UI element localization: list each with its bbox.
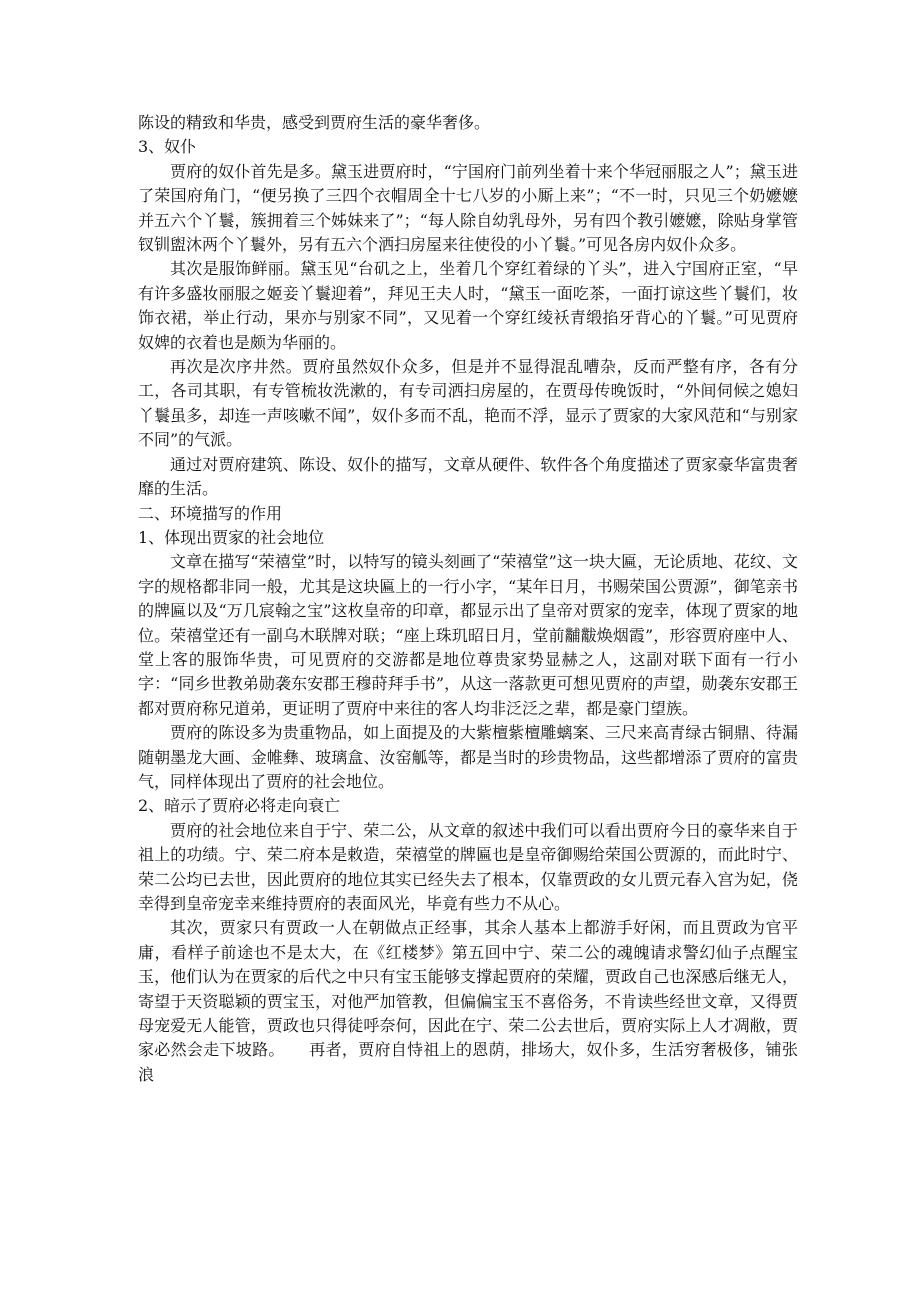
paragraph: 再次是次序井然。贾府虽然奴仆众多，但是并不显得混乱嘈杂，反而严整有序，各有分工，各司其职，有专管梳妆洗漱的，有专司洒扫房屋的，在贾母传晚饭时，“外间伺候之媳妇丫鬟虽多，却连一声咳嗽不闻”，奴仆多而不乱，艳而不浮，显示了贾家的大家风范和“与别家不同”的气派。 <box>138 357 798 450</box>
section-heading: 3、奴仆 <box>138 137 197 157</box>
paragraph: 其次，贾家只有贾政一人在朝做点正经事，其余人基本上都游手好闲，而且贾政为官平庸，看样子前途也不是太大，在《红楼梦》第五回中宁、荣二公的魂魄请求警幻仙子点醒宝玉，他们认为在贾家的后代之中只有宝玉能够支撑起贾府的荣耀，贾政自己也深感后继无人，寄望于天资聪颖的贾宝玉，对他严加管教，但偏偏宝玉不喜俗务，不肯读些经世文章，又得贾母宠爱无人能管，贾政也只得徒呼奈何，因此在宁、荣二公去世后，贾府实际上人才凋敝，贾家必然会走下坡路。 再者，贾府自恃祖上的恩荫，排场大，奴仆多，生活穷奢极侈，铺张浪 <box>138 918 798 1084</box>
paragraph: 贾府的奴仆首先是多。黛玉进贾府时，“宁国府门前列坐着十来个华冠丽服之人”；黛玉进了荣国府角门，“便另换了三四个衣帽周全十七八岁的小厮上来”；“不一时，只见三个奶嬷嬷并五六个丫鬟，簇拥着三个姊妹来了”；“每人除自幼乳母外，另有四个教引嬷嬷，除贴身掌管钗钏盥沐两个丫鬟外，另有五六个洒扫房屋来往使役的小丫鬟。”可见各房内奴仆众多。 <box>138 161 798 255</box>
paragraph: 贾府的社会地位来自于宁、荣二公，从文章的叙述中我们可以看出贾府今日的豪华来自于祖上的功绩。宁、荣二府本是敕造，荣禧堂的牌匾也是皇帝御赐给荣国公贾源的，而此时宁、荣二公均已去世，因此贾府的地位其实已经失去了根本，仅靠贾政的女儿贾元春入宫为妃，侥幸得到皇帝宠幸来维持贾府的表面风光，毕竟有些力不从心。 <box>138 820 798 913</box>
paragraph: 其次是服饰鲜丽。黛玉见“台矶之上，坐着几个穿红着绿的丫头”，进入宁国府正室，“早有许多盛妆丽服之姬妾丫鬟迎着”，拜见王夫人时，“黛玉一面吃茶，一面打谅这些丫鬟们，妆饰衣裙，举止行动，果亦与别家不同”，又见着一个穿红绫袄青缎掐牙背心的丫鬟。”可见贾府奴婢的衣着也是颇为华丽的。 <box>138 259 798 352</box>
document-body <box>138 111 798 1087</box>
section-heading: 1、体现出贾家的社会地位 <box>138 527 325 547</box>
section-heading: 2、暗示了贾府必将走向衰亡 <box>138 796 341 816</box>
section-heading: 二、环境描写的作用 <box>138 503 283 523</box>
paragraph: 贾府的陈设多为贵重物品，如上面提及的大紫檀紫檀雕螭案、三尺来高青绿古铜鼎、待漏随朝墨龙大画、金帷彝、玻璃盒、汝窑觚等，都是当时的珍贵物品，这些都增添了贾府的富贵气，同样体现出了贾府的社会地位。 <box>138 723 798 791</box>
paragraph: 陈设的精致和华贵，感受到贾府生活的豪华奢侈。 <box>138 113 491 132</box>
paragraph: 通过对贾府建筑、陈设、奴仆的描写，文章从硬件、软件各个角度描述了贾家豪华富贵奢靡的生活。 <box>138 454 798 499</box>
paragraph: 文章在描写“荣禧堂”时，以特写的镜头刻画了“荣禧堂”这一块大匾，无论质地、花纹、文字的规格都非同一般，尤其是这块匾上的一行小字，“某年日月，书赐荣国公贾源”，御笔亲书的牌匾以及“万几宸翰之宝”这枚皇帝的印章，都显示出了皇帝对贾家的宠幸，体现了贾家的地位。荣禧堂还有一副乌木联牌对联；“座上珠玑昭日月，堂前黼黻焕烟霞”，形容贾府座中人、堂上客的服饰华贵，可见贾府的交游都是地位尊贵家势显赫之人，这副对联下面有一行小字：“同乡世教弟勋袭东安郡王穆莳拜手书”，从这一落款更可想见贾府的声望，勋袭东安郡王都对贾府称兄道弟，更证明了贾府中来往的客人均非泛泛之辈，都是豪门望族。 <box>138 552 798 718</box>
